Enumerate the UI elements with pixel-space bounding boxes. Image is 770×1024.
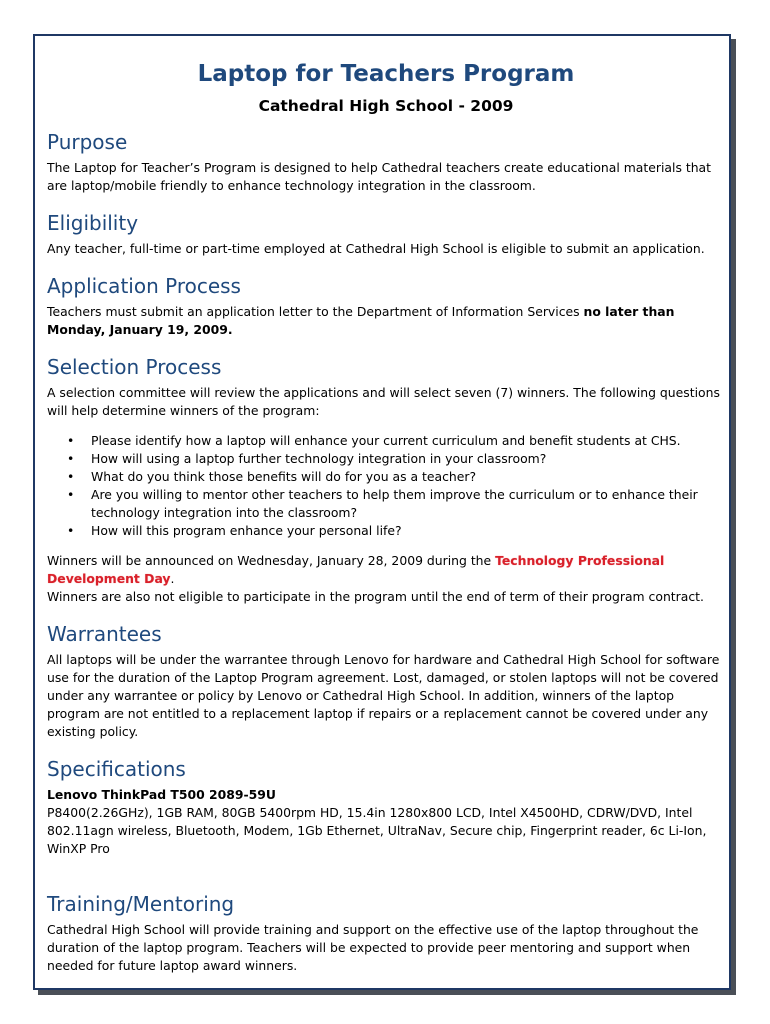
- spec-model: Lenovo ThinkPad T500 2089-59U: [47, 787, 276, 802]
- document-content: [47, 58, 725, 975]
- application-text-body: Teachers must submit an application letter to the Department of Information Services: [47, 304, 584, 319]
- winners-announcement: [47, 552, 725, 588]
- question-text: Are you willing to mentor other teachers to help them improve the curriculum or to enhance their technology integration into the classroom?: [91, 487, 698, 520]
- event-link[interactable]: Technology Professional Development Day: [47, 553, 665, 586]
- purpose-text: The Laptop for Teacher’s Program is designed to help Cathedral teachers create educational materials that are laptop/mobile friendly to enhance technology integration in the classroom.: [47, 160, 712, 193]
- announcement-prefix: Winners will be announced on Wednesday, January 28, 2009 during the: [47, 553, 496, 568]
- warrantees-text: All laptops will be under the warrantee through Lenovo for hardware and Cathedral High School for software use for the duration of the Laptop Program agreement. Lost, damaged, or stolen laptops will not be covered under any warrantee or policy by Lenovo or Cathedral High School. In addition, winners of the laptop program are not entitled to a replacement laptop if repairs or a replacement cannot be covered under any existing policy.: [47, 652, 720, 739]
- section-heading-purpose: Purpose: [47, 130, 128, 154]
- section-purpose: [47, 128, 725, 195]
- section-specifications: [47, 755, 725, 858]
- document-subtitle: Cathedral High School - 2009: [258, 97, 514, 115]
- application-deadline: no later than Monday, January 19, 2009.: [47, 304, 675, 337]
- bullet-icon: •: [67, 523, 75, 538]
- question-text: How will this program enhance your personal life?: [91, 523, 402, 538]
- question-text: What do you think those benefits will do for you as a teacher?: [91, 469, 477, 484]
- list-item: [47, 486, 725, 522]
- bullet-icon: •: [67, 469, 75, 484]
- bullet-icon: •: [67, 433, 75, 448]
- winners-eligibility-note: Winners are also not eligible to participate in the program until the end of term of their program contract.: [47, 589, 704, 604]
- section-heading-warrantees: Warrantees: [47, 622, 162, 646]
- section-heading-application: Application Process: [47, 274, 241, 298]
- selection-questions-list: [47, 432, 725, 540]
- application-text: [47, 303, 725, 339]
- list-item: [47, 432, 725, 450]
- section-application-process: [47, 272, 725, 339]
- document-page: [33, 34, 731, 990]
- bullet-icon: •: [67, 487, 75, 502]
- bullet-icon: •: [67, 451, 75, 466]
- section-heading-eligibility: Eligibility: [47, 211, 139, 235]
- section-training: [47, 890, 725, 975]
- list-item: [47, 522, 725, 540]
- section-warrantees: [47, 620, 725, 741]
- document-title: Laptop for Teachers Program: [197, 61, 575, 87]
- section-heading-specifications: Specifications: [47, 757, 186, 781]
- selection-intro: A selection committee will review the applications and will select seven (7) winners. The following questions will help determine winners of the program:: [47, 385, 720, 418]
- question-text: Please identify how a laptop will enhance your current curriculum and benefit students at CHS.: [91, 433, 681, 448]
- training-text: Cathedral High School will provide training and support on the effective use of the laptop throughout the duration of the laptop program. Teachers will be expected to provide peer mentoring and support when needed for future laptop award winners.: [47, 922, 699, 973]
- list-item: [47, 450, 725, 468]
- question-text: How will using a laptop further technology integration in your classroom?: [91, 451, 547, 466]
- section-heading-training: Training/Mentoring: [47, 892, 235, 916]
- announcement-suffix: .: [170, 571, 175, 586]
- spec-details: P8400(2.26GHz), 1GB RAM, 80GB 5400rpm HD, 15.4in 1280x800 LCD, Intel X4500HD, CDRW/DVD, Intel 802.11agn wireless, Bluetooth, Modem, 1Gb Ethernet, UltraNav, Secure chip, Fingerprint reader, 6c Li-Ion, WinXP Pro: [47, 805, 707, 856]
- section-heading-selection: Selection Process: [47, 355, 222, 379]
- section-eligibility: [47, 209, 725, 258]
- list-item: [47, 468, 725, 486]
- section-selection-process: [47, 353, 725, 606]
- eligibility-text: Any teacher, full-time or part-time employed at Cathedral High School is eligible to submit an application.: [47, 241, 705, 256]
